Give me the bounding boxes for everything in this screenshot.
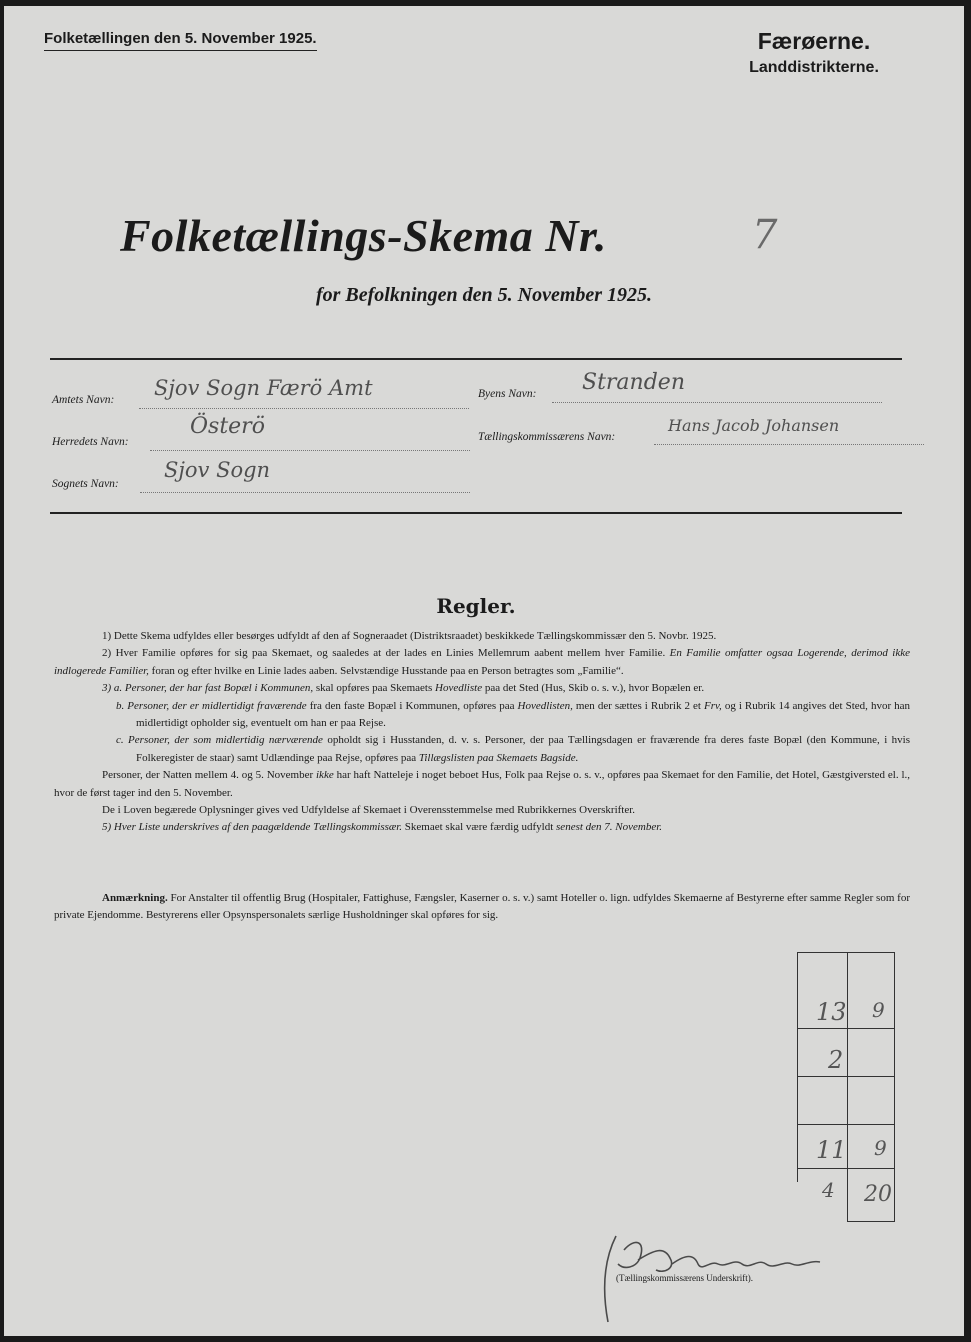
herred-value: Österö bbox=[190, 414, 265, 439]
kommissaer-underline bbox=[654, 444, 924, 445]
sogn-value: Sjov Sogn bbox=[164, 458, 271, 482]
rule-3b: b. Personer, der er midlertidigt fraværende fra den faste Bopæl i Kommunen, opføres paa Hovedlisten, men der sættes i Rubrik 2 et Frv, og i Rubrik 14 angives det Sted, hvor han midlertidigt opholder sig, eventuelt om han er paa Rejse. bbox=[116, 699, 911, 730]
rule-3a: 3) a. Personer, der har fast Bopæl i Kommunen, skal opføres paa Skemaets Hovedliste paa det Sted (Hus, Skib o. s. v.), hvor Bopælen er. bbox=[102, 682, 705, 695]
bottom-divider bbox=[50, 512, 902, 514]
herred-underline bbox=[150, 450, 470, 451]
by-value: Stranden bbox=[582, 370, 685, 395]
tally-row-divider bbox=[797, 1028, 895, 1029]
tally-row-divider bbox=[797, 1168, 895, 1169]
header-district-type: Landdistrikterne. bbox=[749, 59, 879, 76]
tally-r1-right: 9 bbox=[872, 998, 885, 1022]
kommissaer-label: Tællingskommissærens Navn: bbox=[478, 431, 616, 443]
rule-3d: Personer, der Natten mellem 4. og 5. November ikke har haft Natteleje i noget beboet Hus, Folk paa Rejse o. s. v., opføres paa Skemaet for den Familie, det Hotel, Gæstgiversted el. l., hvor de først tager ind den 5. November. bbox=[54, 769, 911, 799]
tally-r5-right: 20 bbox=[864, 1182, 892, 1207]
signature-caption: (Tællingskommissærens Underskrift). bbox=[616, 1273, 753, 1283]
amt-value: Sjov Sogn Færö Amt bbox=[154, 376, 373, 400]
rule-5: 5) Hver Liste underskrives af den paagældende Tællingskommissær. Skemaet skal være færdig udfyldt senest den 7. November. bbox=[102, 821, 663, 834]
sogn-label: Sognets Navn: bbox=[52, 478, 119, 490]
tally-r5-left: 4 bbox=[822, 1178, 835, 1202]
form-number: 7 bbox=[752, 212, 778, 258]
kommissaer-value: Hans Jacob Johansen bbox=[668, 416, 840, 435]
tally-row-divider bbox=[797, 1076, 895, 1077]
amt-label: Amtets Navn: bbox=[52, 394, 115, 406]
header-census-date: Folketællingen den 5. November 1925. bbox=[44, 30, 317, 51]
sogn-underline bbox=[140, 492, 470, 493]
header-region: Færøerne. bbox=[757, 28, 871, 54]
rule-3c: c. Personer, der som midlertidig nærværende opholdt sig i Husstanden, d. v. s. Personer, der paa Tællingsdagen er fraværende fra deres faste Bopæl (den Kommune, i hvis Folkeregister de staar) samt Udlændinge paa Rejse, opføres paa Tillægslisten paa Skemaets Bagside. bbox=[116, 734, 911, 764]
top-divider bbox=[50, 358, 902, 360]
rule-2: 2) Hver Familie opføres for sig paa Skemaet, og saaledes at der lades en Linies Mellemrum aabent mellem hver Familie. En Familie omfatter ogsaa Logerende, derimod ikke indlogerede Familier, foran og efter hvilke en Linie lades aaben. Selvstændige Husstande paa en Person betragtes som „Familie“. bbox=[54, 647, 910, 677]
tally-r1-left: 13 bbox=[816, 998, 847, 1026]
census-form-sheet bbox=[4, 6, 964, 1336]
form-subtitle: for Befolkningen den 5. November 1925. bbox=[315, 284, 653, 306]
rules-text bbox=[54, 628, 910, 837]
by-underline bbox=[552, 402, 882, 403]
tally-row-divider bbox=[797, 1124, 895, 1125]
tally-r4-right: 9 bbox=[874, 1136, 887, 1160]
amt-underline bbox=[139, 408, 469, 409]
form-title: Folketællings-Skema Nr. bbox=[120, 210, 607, 261]
herred-label: Herredets Navn: bbox=[52, 436, 129, 448]
tally-r2-left: 2 bbox=[828, 1046, 844, 1074]
note-text bbox=[54, 890, 910, 925]
note-body: For Anstalter til offentlig Brug (Hospitaler, Fattighuse, Fængsler, Kaserner o. s. v.) samt Hoteller o. lign. udfyldes Skemaerne af Bestyrerne efter samme Regler som for private Ejendomme. Bestyrerens eller Opsynspersonalets særlige Husholdninger skal opføres for sig. bbox=[54, 892, 911, 922]
rules-heading: Regler. bbox=[436, 594, 516, 618]
by-label: Byens Navn: bbox=[478, 388, 537, 400]
tally-r4-left: 11 bbox=[816, 1136, 847, 1164]
rule-4: De i Loven begærede Oplysninger gives ved Udfyldelse af Skemaet i Overensstemmelse med Rubrikkernes Overskrifter. bbox=[102, 804, 636, 817]
rule-1: 1) Dette Skema udfyldes eller besørges udfyldt af den af Sogneraadet (Distriktsraadet) beskikkede Tællingskommissær den 5. Novbr. 1925. bbox=[102, 630, 717, 642]
note-label: Anmærkning. bbox=[102, 892, 168, 904]
